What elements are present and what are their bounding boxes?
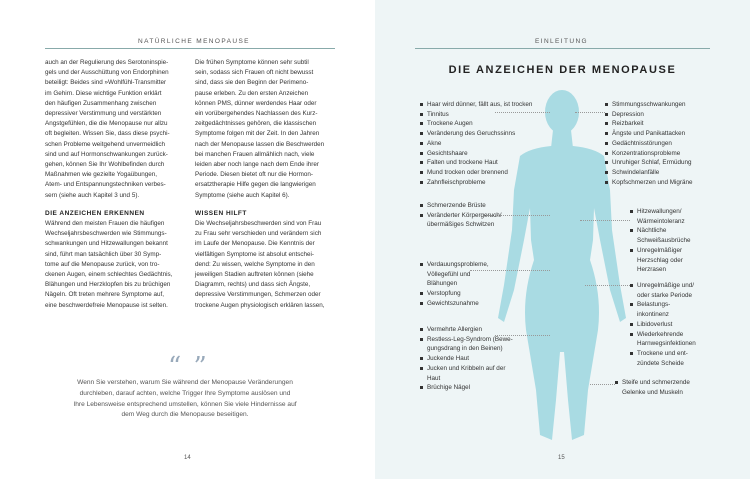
text-line: vielfältigen Symptome ist absolut entschei- [195, 250, 314, 258]
list-pelvis-symptoms [630, 281, 735, 368]
text-line: ersatztherapie Hilfe gegen die langwierigen [195, 181, 316, 189]
page-number: 14 [184, 455, 191, 461]
text-line: bei manchen Frauen allmählich nach, viele [195, 150, 315, 158]
list-item: Veränderung des Geruchssinns [420, 129, 550, 139]
list-head-symptoms [420, 100, 550, 187]
list-item: Mund trocken oder brennend [420, 168, 550, 178]
text-line: trockene Augen physiologisch erklären lassen, [195, 301, 325, 309]
text-line: sind, dass sie den Beginn der Perimeno- [195, 79, 309, 87]
text-line: Diagramm, rechts) und dass sich Ängste, [195, 281, 311, 289]
list-item: Gedächtnisstörungen [605, 139, 735, 149]
list-item: Schmerzende Brüste [420, 201, 550, 211]
text-line: Periode. Diesen bietet oft nur die Hormon- [195, 171, 313, 179]
text-line: eine beschwerdefreie Menopause ist selten. [45, 301, 168, 309]
text-line: Atem- und Entspannungstechniken verbes- [45, 181, 166, 189]
list-mind-symptoms [605, 100, 735, 187]
quote-line: durchleben, darauf achten, welche Trigger Ihre Symptome auslösen und [79, 389, 291, 397]
list-item: Tinnitus [420, 110, 550, 120]
quote-line: dem Weg durch die Menopause beseitigen. [121, 411, 249, 419]
right-page [375, 0, 750, 479]
text-line: schwankungen und Hitzewallungen bekannt [45, 240, 168, 248]
list-item-continued: inkontinenz [637, 311, 669, 319]
list-item: Unregelmäßige und/ [630, 281, 735, 291]
list-item: Gesichtshaare [420, 149, 550, 159]
list-item: Veränderter Körpergeruch/ [420, 211, 550, 221]
text-line: Die Wechseljahrsbeschwerden sind von Frau [195, 220, 322, 228]
text-line: auch an der Regulierung des Serotoninspie- [45, 59, 169, 66]
running-head: EINLEITUNG [535, 38, 589, 45]
list-item-continued: zündete Scheide [637, 359, 684, 367]
list-item-continued: übermäßiges Schwitzen [427, 221, 495, 229]
text-line: können PMS, dünner werdendes Haar oder [195, 99, 317, 107]
leader-line [590, 384, 615, 385]
list-item: Verstopfung [420, 289, 530, 299]
list-abdomen-symptoms [420, 260, 530, 309]
text-line: depressiver Verstimmung und verstärkten [45, 110, 162, 118]
list-item-continued: Wärmeintoleranz [637, 217, 685, 225]
list-item-continued: oder starke Periode [637, 291, 692, 299]
list-item: Ängste und Panikattacken [605, 129, 735, 139]
list-item-continued: Haut [427, 374, 441, 382]
text-line: Symptome (siehe auch Kapitel 6). [195, 191, 290, 199]
list-item: Konzentrationsprobleme [605, 149, 735, 159]
list-joint-symptoms [615, 378, 735, 397]
list-item: Akne [420, 139, 550, 149]
text-line: ckenen Augen, einem schlechtes Gedächtnis, [45, 271, 173, 279]
text-line: den häufigen Zusammenhang zwischen [45, 99, 157, 107]
text-line: sein, sodass sich Frauen oft nicht bewusst [195, 69, 314, 77]
text-line: zu Frau sehr verschieden und verändern sich [195, 230, 322, 238]
subheading-recognize: DIE ANZEICHEN ERKENNEN [45, 209, 145, 217]
list-item: Falten und trockene Haut [420, 158, 550, 168]
list-item-continued: Schweißausbrüche [637, 237, 691, 245]
text-line: gehen, können Sie Ihr Wohlbefinden durch [45, 161, 165, 169]
list-item: Unruhiger Schlaf, Ermüdung [605, 158, 735, 168]
column-1 [45, 58, 195, 311]
text-line: pause erleben. Zu den ersten Anzeichen [195, 89, 309, 97]
list-item: Vermehrte Allergien [420, 325, 540, 335]
text-line: Symptome folgen mit der Zeit. In den Jahren [195, 130, 320, 138]
list-item: Restless-Leg-Syndrom (Bewe- [420, 335, 540, 345]
text-line: sind, führt man tatsächlich über 30 Symp- [45, 250, 162, 258]
subheading-knowledge: WISSEN HILFT [195, 209, 247, 217]
leader-line [585, 285, 630, 286]
text-line: beteiligt: Beides sind »Wohlfühl-Transmitter [45, 79, 167, 87]
leader-line [580, 220, 630, 221]
list-item-continued: Herzrasen [637, 266, 667, 274]
list-item: Reizbarkeit [605, 119, 735, 129]
page-number: 15 [558, 455, 565, 461]
text-line: sern (siehe auch Kapitel 3 und 5). [45, 191, 140, 199]
text-line: im Gehirn. Diese wichtige Funktion erklärt [45, 89, 162, 97]
text-line: depressive Verstimmungen, Schmerzen oder [195, 291, 321, 299]
text-line: leiden aber noch lange nach dem Ende ihrer [195, 161, 319, 169]
list-item: Trockene und ent- [630, 349, 735, 359]
list-item-continued: Blähungen [427, 280, 458, 288]
list-item: Zahnfleischprobleme [420, 178, 550, 188]
header-rule [45, 48, 335, 49]
quote-line: Wenn Sie verstehen, warum Sie während der Menopause Veränderungen [77, 379, 293, 386]
list-legs-skin-symptoms [420, 325, 540, 393]
text-line: Angstgefühlen, die die Menopause nur allzu [45, 120, 168, 128]
list-item: Verdauungsprobleme, [420, 260, 530, 270]
list-item: Libidoverlust [630, 320, 735, 330]
text-line: Nägeln. Oft treten mehrere Symptome auf, [45, 291, 164, 299]
col1-text [45, 58, 195, 201]
list-item: Jucken und Kribbeln auf der [420, 364, 540, 374]
list-item: Stimmungsschwankungen [605, 100, 735, 110]
list-item-continued: Gelenke und Muskeln [622, 388, 683, 396]
page-title: DIE ANZEICHEN DER MENOPAUSE [448, 64, 677, 76]
text-line: im Laufe der Menopause. Die Kenntnis der [195, 240, 315, 248]
list-item: Kopfschmerzen und Migräne [605, 178, 735, 188]
list-item: Steife und schmerzende [615, 378, 735, 388]
list-item-continued: Herzschlag oder [637, 256, 683, 264]
list-item: Wiederkehrende [630, 330, 735, 340]
list-item: Gewichtszunahme [420, 299, 530, 309]
list-item: Haar wird dünner, fällt aus, ist trocken [420, 100, 550, 110]
text-line: Maßnahmen wie gezielte Yogaübungen, [45, 171, 158, 179]
text-line: schen Probleme weitgehend unvermeidlich [45, 140, 166, 148]
text-line: oft begleiten. Wissen Sie, dass diese psychi- [45, 130, 170, 138]
text-line: Die frühen Symptome können sehr subtil [195, 59, 309, 66]
text-line: sind und auf Hormonschwankungen zurück- [45, 150, 168, 158]
list-item-continued: Harnwegsinfektionen [637, 340, 696, 348]
text-line: Wechseljahrsbeschwerden wie Stimmungs- [45, 230, 167, 238]
text-line: nach der Menopause lassen die Beschwerden [195, 140, 325, 148]
text-line: Während den meisten Frauen die häufigen [45, 220, 165, 228]
list-item: Belastungs- [630, 300, 735, 310]
list-item: Nächtliche [630, 226, 735, 236]
list-item: Schwindelanfälle [605, 168, 735, 178]
quote-marks-icon: “ ” [168, 352, 209, 382]
list-item-continued: gungsdrang in den Beinen) [427, 345, 503, 353]
list-item: Hitzewallungen/ [630, 207, 735, 217]
list-item: Trockene Augen [420, 119, 550, 129]
text-line: tome auf die Menopause zurück, von tro- [45, 260, 160, 268]
list-chest-symptoms [420, 201, 550, 230]
text-line: ein vorübergehendes Nachlassen des Kurz- [195, 110, 318, 118]
list-heat-symptoms [630, 207, 735, 275]
leader-line [575, 112, 605, 113]
list-item: Depression [605, 110, 735, 120]
list-item-continued: Völlegefühl und [427, 270, 471, 278]
text-line: zeitgedächtnisses gehören, die klassischen [195, 120, 317, 128]
list-item: Juckende Haut [420, 354, 540, 364]
text-line: jeweiligen Stadien auftreten können (siehe [195, 271, 314, 279]
text-line: gels und der Ausschüttung von Endorphinen [45, 69, 169, 77]
list-item: Brüchige Nägel [420, 383, 540, 393]
pull-quote [40, 378, 330, 421]
text-line: Blähungen und Herzklopfen bis zu brüchigen [45, 281, 171, 289]
text-line: dend: Zu wissen, welche Symptome in den [195, 260, 315, 268]
list-item: Unregelmäßiger [630, 246, 735, 256]
column-2 [195, 58, 340, 311]
header-rule [415, 48, 710, 49]
quote-line: Ihre Lebensweise entsprechend umstellen, können Sie viele Hindernisse auf [73, 400, 297, 408]
running-head: NATÜRLICHE MENOPAUSE [138, 38, 250, 45]
